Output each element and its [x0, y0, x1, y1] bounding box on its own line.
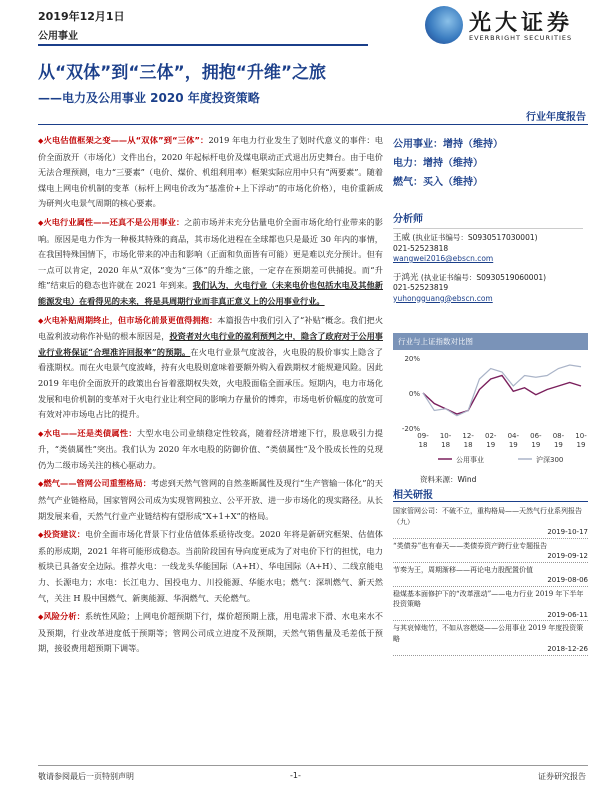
- related-report-date: 2019-08-06: [393, 575, 588, 587]
- analyst-card: [393, 233, 588, 265]
- logo-text-en: EVERBRIGHT SECURITIES: [469, 34, 573, 42]
- x-tick-label: 06-: [530, 432, 542, 440]
- related-report-title: 节奏为王，周期渐移——再论电力股配置价值: [393, 565, 533, 574]
- logo-emblem-icon: [425, 6, 463, 44]
- diamond-bullet-icon: ◆: [38, 218, 44, 227]
- y-tick-label: 20%: [404, 355, 420, 363]
- paragraph-emphasis: 投资者对火电行业的盈利预判之中，隐含了政府对于公用事业行业将保证“合理准许回报率”的预期。: [38, 331, 383, 357]
- paragraph-text: 考虑到天然气管网的自然垄断属性及现行“生产管输一体化”的天然气产业链格局，国家管网公司成为实现管网独立、公平开放、进一步市场化的现实路径。从长期发展来看，天然气行业产业链结构有望形成“X+1+X”的格局。: [38, 478, 383, 521]
- x-tick-label: 18: [441, 441, 451, 449]
- related-report-date: 2018-12-26: [393, 644, 588, 656]
- analyst-name: 于鸿光: [393, 272, 419, 283]
- x-tick-label: 10-: [575, 432, 587, 440]
- report-date: 2019年12月1日: [38, 10, 125, 23]
- footer-rule: [38, 765, 588, 766]
- sidebar: [393, 135, 588, 312]
- related-report-item[interactable]: [393, 589, 588, 622]
- x-tick-label: 19: [553, 441, 563, 449]
- related-report-item[interactable]: [393, 623, 588, 656]
- related-report-title: 稳煤基本面修护下的“改革涨动”——电力行业 2019 年下半年投资策略: [393, 589, 584, 608]
- related-report-date: 2019-10-17: [393, 527, 588, 539]
- related-reports-heading: 相关研报: [393, 490, 433, 501]
- paragraph: [38, 527, 383, 606]
- x-tick-label: 18: [463, 441, 473, 449]
- paragraph: [38, 215, 383, 310]
- related-report-date: 2019-09-12: [393, 551, 588, 563]
- title-rule: [38, 124, 588, 125]
- x-tick-label: 10-: [439, 432, 452, 440]
- diamond-bullet-icon: ◆: [38, 316, 44, 325]
- series-line-1: [423, 376, 581, 415]
- paragraph: [38, 133, 383, 212]
- paragraph: [38, 609, 383, 657]
- main-body: [38, 133, 383, 660]
- analyst-email-link[interactable]: yuhongguang@ebscn.com: [393, 293, 493, 303]
- x-tick-label: 04-: [507, 432, 520, 440]
- diamond-bullet-icon: ◆: [38, 137, 44, 145]
- sector-label: 公用事业: [38, 31, 78, 42]
- chart-source: 资料来源：Wind: [420, 475, 477, 484]
- paragraph-heading: 火电估值框架之变——从“双体”到“三体”：: [43, 135, 209, 145]
- paragraph-text: 大型水电公司业绩稳定性较高，随着经济增速下行，股息吸引力提升，“类债属性”突出。我们认为 2020 年水电股的防御价值、“类债属性”及个股成长性的兑现仍为二级市场关注的核心驱动力。: [38, 427, 383, 470]
- index-comparison-chart: [393, 333, 588, 473]
- x-tick-label: 19: [576, 441, 586, 449]
- report-title: 从“双体”到“三体”，拥抱“升维”之旅: [38, 63, 327, 83]
- y-tick-label: -20%: [401, 425, 420, 433]
- related-report-title: 与其哀悼炮竹，不如从容燃烧——公用事业 2019 年度投资策略: [393, 624, 584, 643]
- paragraph-heading: 水电——还是类债属性：: [43, 427, 137, 438]
- footer-doc-type: 证券研究报告: [538, 772, 586, 781]
- analyst-phone: 021-52523818: [393, 243, 449, 253]
- paragraph-text: 之前市场并未充分估量电价全面市场化给行业带来的影响。原因是电力作为一种极其特殊的商品，其市场化进程在全球都也只是最近 30 年内的事情，在我国特殊国情下，市场化带来的冲击和影响（正面和负面皆有可能）更是难以充分预计。但有一点可以肯定，2020 年从“双体”变为“三体”的升维之旅，一定存在预期差可供捕捉。而“升维”结束后的稳态也许就在 2021 年到来。: [38, 216, 383, 291]
- legend-label: 沪深300: [536, 456, 564, 464]
- x-tick-label: 18: [418, 441, 428, 449]
- paragraph-heading: 燃气——管网公司重塑格局：: [43, 478, 152, 489]
- related-report-title: 国家管网公司：不破不立，重构格局——天然气行业系列报告（九）: [393, 507, 582, 526]
- header-rule: [38, 44, 368, 46]
- paragraph-emphasis: 我们认为，火电行业（未来电价也包括水电及其他新能源发电）在看得见的未来，将是具周期行业而非真正意义上的公用事业行业。: [38, 280, 383, 306]
- chart-svg: [393, 350, 588, 472]
- related-report-item[interactable]: [393, 565, 588, 587]
- related-report-date: 2019-06-11: [393, 610, 588, 622]
- footer-disclaimer: 敬请参阅最后一页特别声明: [38, 772, 134, 781]
- paragraph-text: 本篇报告中我们引入了“补贴”概念。我们把火电盈利波动称作补贴的根本原因是，: [38, 314, 384, 342]
- report-subtitle: ——电力及公用事业 2020 年度投资策略: [38, 91, 260, 105]
- x-tick-label: 09-: [417, 432, 429, 440]
- analyst-name: 王威: [393, 233, 411, 243]
- diamond-bullet-icon: ◆: [38, 613, 44, 622]
- related-reports-list: [393, 506, 588, 658]
- paragraph-heading: 风险分析：: [43, 611, 85, 622]
- analyst-rule: [393, 228, 583, 229]
- analyst-heading: 分析师: [393, 214, 423, 225]
- chart-title: 行业与上证指数对比图: [393, 333, 588, 350]
- paragraph: [38, 476, 383, 524]
- paragraph-text: 系统性风险；上网电价超预期下行，煤价超预期上涨，用电需求下滑、水电来水不及预期，行业改革进度低于预期等；管网公司成立进度不及预期，天然气销售量及毛差低于预期，接驳费用超预期下调等。: [38, 611, 383, 654]
- analyst-card: [393, 273, 588, 305]
- page-number: -1-: [290, 771, 301, 780]
- related-report-item[interactable]: [393, 541, 588, 563]
- paragraph-heading: 投资建议：: [43, 529, 86, 540]
- diamond-bullet-icon: ◆: [38, 480, 44, 489]
- x-tick-label: 19: [486, 441, 496, 449]
- y-tick-label: 0%: [408, 390, 420, 398]
- x-tick-label: 08-: [552, 432, 565, 440]
- rating-power: 电力：增持（维持）: [393, 158, 483, 169]
- brand-logo: [425, 4, 595, 48]
- paragraph-text: 2019 年电力行业发生了划时代意义的事件：电价全面放开（市场化）文件出台，2020 年起标杆电价及煤电联动正式退出历史舞台。由于电价无法合理预测，电力“三要素”（电价、煤价、机组利用率）框架实际应用中只有“两要素”。随着煤电上网电价机制的变革（标杆上网电价改为“基准价+上下浮动”的市场化价格），电价重新成为研判火电景气周期的核心要素。: [38, 135, 383, 209]
- series-line-2: [423, 365, 581, 416]
- paragraph-text: 在火电行业景气度波谷，火电股的股价事实上隐含了看涨期权。而在火电景气度波峰，持有火电股则意味着要额外购入看跌期权才能规避风险。因此 2019 年电价全面放开的政策出台旨着涨期权失效，火电股面临全面承压。短期内，电力市场化发展和电价机制的变革对于火电行业让利空间的影响力存量价的博弈，市场电析价幅度的放宽可有效对冲市场电占比的提升。: [38, 346, 383, 420]
- paragraph-heading: 火电行业属性——还真不是公用事业：: [43, 216, 185, 227]
- related-report-item[interactable]: [393, 506, 588, 539]
- diamond-bullet-icon: ◆: [38, 429, 44, 438]
- x-tick-label: 19: [531, 441, 541, 449]
- related-rule: [393, 501, 588, 502]
- rating-gas: 燃气：买入（维持）: [393, 177, 483, 188]
- x-tick-label: 12-: [462, 432, 474, 440]
- analyst-email-link[interactable]: wangwei2016@ebscn.com: [393, 254, 494, 263]
- report-type: 行业年度报告: [526, 112, 586, 123]
- paragraph: [38, 313, 383, 423]
- related-report-title: “类债券”也有春天——类债券资产跨行业专题报告: [393, 541, 548, 550]
- diamond-bullet-icon: ◆: [38, 531, 44, 540]
- legend-label: 公用事业: [456, 456, 484, 464]
- x-tick-label: 02-: [484, 432, 497, 440]
- paragraph: [38, 426, 383, 474]
- paragraph-heading: 火电补贴周期终止，但市场化前景更值得拥抱：: [43, 314, 218, 325]
- analyst-cert: (执业证书编号：S0930519060001): [420, 272, 547, 282]
- x-tick-label: 19: [508, 441, 518, 449]
- logo-text-cn: 光大证券: [469, 10, 574, 36]
- analyst-phone: 021-52523819: [393, 283, 449, 292]
- analyst-cert: (执业证书编号：S0930517030001): [412, 233, 538, 242]
- rating-utilities: 公用事业：增持（维持）: [393, 139, 503, 150]
- paragraph-text: 电价全面市场化背景下行业估值体系亟待改变。2020 年将是新研究框架、估值体系的形成期，2021 年将可能形成稳态。当前阶段国有导向度更成为了对电价下行的担忧，电力板块已具备安全边际。推荐火电：一线龙头华能国际（A+H）、华电国际（A+H）、二线京能电力、长源电力；水电：长江电力、国投电力、川投能源、华能水电；燃气：深圳燃气、新天然气，关注 H 股中国燃气、新奥能源、华润燃气、天伦燃气。: [38, 529, 383, 603]
